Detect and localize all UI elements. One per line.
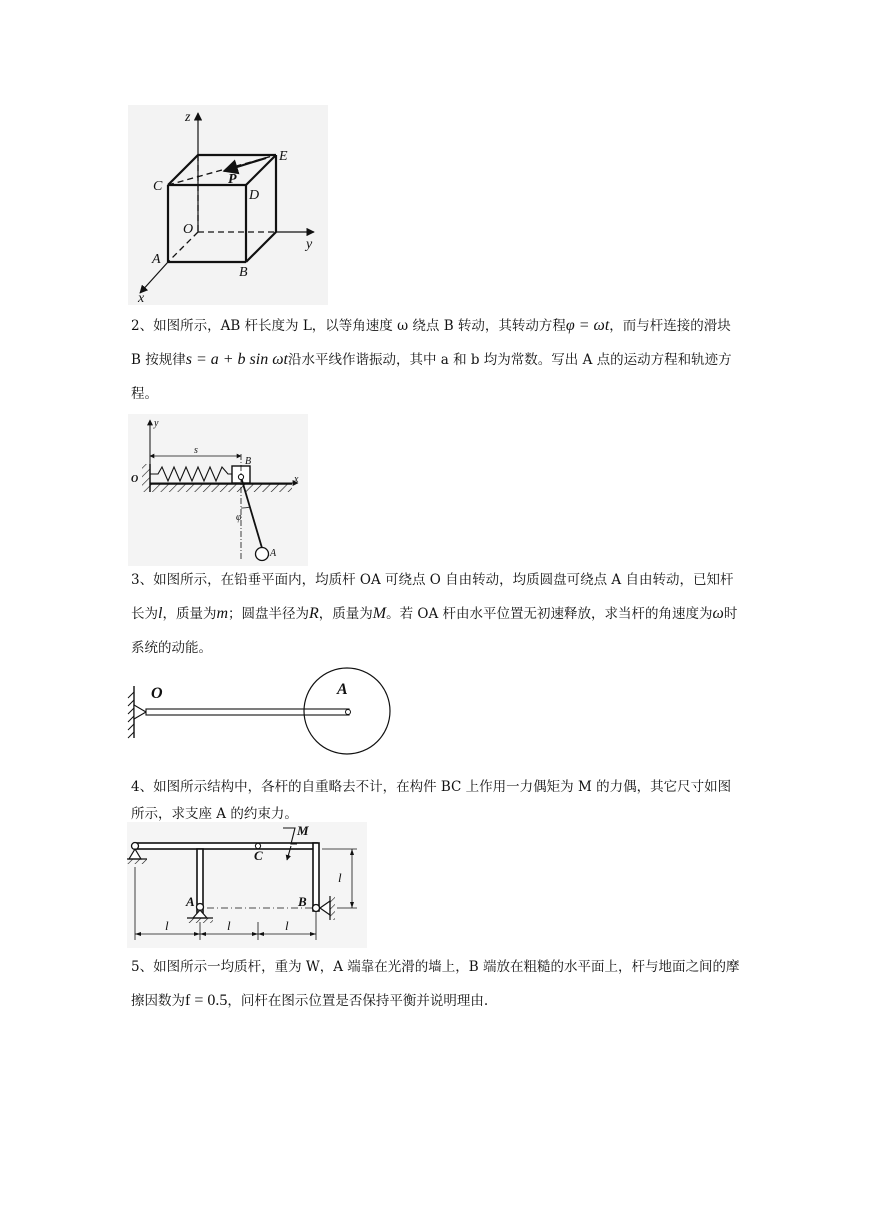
label-b: B: [239, 265, 248, 280]
figure-slider: [128, 414, 308, 566]
label-a: A: [337, 681, 348, 698]
label-l3: l: [285, 918, 289, 933]
figure-cube: [128, 105, 328, 305]
label-b: B: [245, 456, 252, 467]
rod-oa: [146, 709, 349, 715]
label-y: y: [154, 418, 159, 429]
label-z: z: [185, 110, 191, 125]
question-4: 4、如图所示结构中，各杆的自重略去不计，在构件 BC 上作用一力偶矩为 M 的力偶，其它尺寸如图所示，求支座 A 的约束力。: [131, 779, 732, 822]
label-a: A: [152, 252, 161, 267]
label-x: x: [294, 474, 299, 485]
question-5: 5、如图所示一均质杆，重为 W，A 端靠在光滑的墙上，B 端放在粗糙的水平面上，杆与地面之间的摩擦因数为f = 0.5，问杆在图示位置是否保持平衡并说明理由.: [131, 959, 740, 1009]
question-2: 2、如图所示，AB 杆长度为 L，以等角速度 ω 绕点 B 转动，其转动方程φ = ωt，而与杆连接的滑块 B 按规律s = a + b sin ωt沿水平线作谐振动，其中 a 和 b 均为常数。写出 A 点的运动方程和轨迹方程。: [131, 317, 732, 402]
ball-a: [256, 548, 269, 561]
label-b: B: [298, 894, 307, 909]
equation-phi: φ = ωt: [565, 317, 610, 334]
label-o: O: [131, 474, 139, 485]
label-phi: φ: [236, 512, 242, 523]
label-p: P: [228, 172, 237, 187]
equation-s: s = a + b sin ωt: [185, 351, 288, 368]
label-y: y: [306, 237, 313, 252]
label-l4: l: [338, 870, 342, 885]
label-s: s: [194, 445, 198, 456]
friction-coefficient: f = 0.5: [185, 992, 228, 1009]
label-m: M: [297, 823, 309, 838]
label-c: C: [153, 179, 163, 194]
question-3: 3、如图所示，在铅垂平面内，均质杆 OA 可绕点 O 自由转动，均质圆盘可绕点 A 自由转动，已知杆长为l，质量为m；圆盘半径为R，质量为M。若 OA 杆由水平位置无初速释放，求当杆的角速度为ω时系统的动能。: [131, 572, 738, 656]
label-o: O: [183, 222, 194, 237]
label-a: A: [270, 548, 277, 559]
label-c: C: [254, 848, 263, 863]
figure-rod-disc: [126, 664, 398, 760]
label-l1: l: [165, 918, 169, 933]
label-a: A: [186, 894, 195, 909]
label-l2: l: [227, 918, 231, 933]
label-e: E: [279, 149, 288, 164]
figure-frame: [127, 822, 367, 948]
label-o: O: [151, 685, 163, 702]
label-d: D: [249, 188, 260, 203]
label-x: x: [138, 291, 145, 305]
